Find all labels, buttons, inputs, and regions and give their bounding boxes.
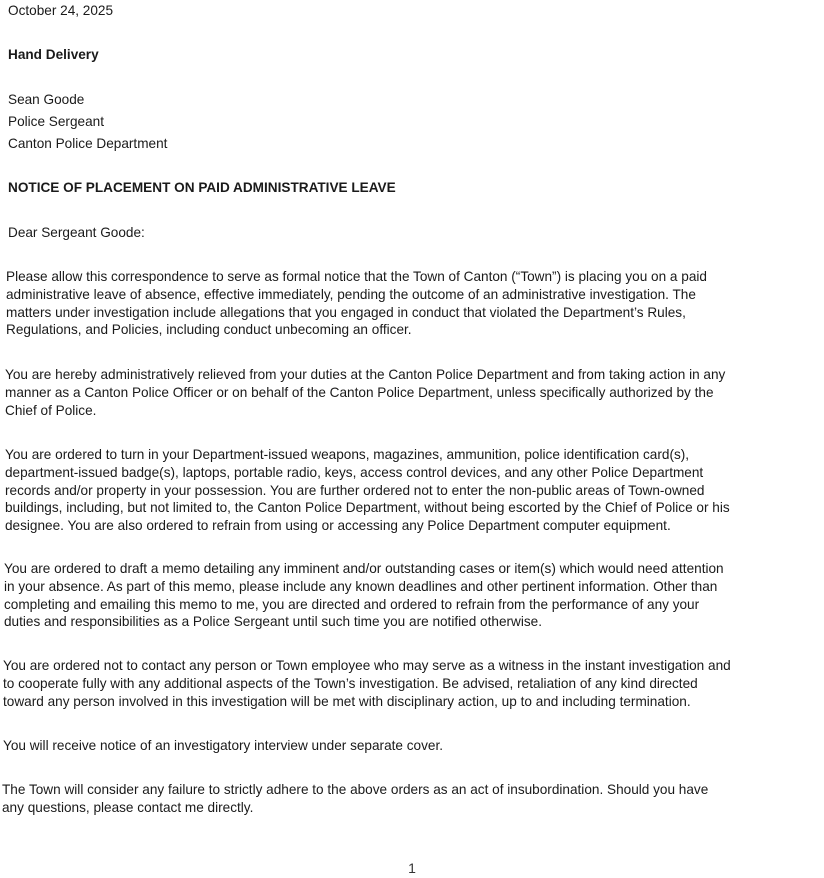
paragraph-leave-notice [6, 268, 707, 339]
paragraph-line: manner as a Canton Police Officer or on behalf of the Canton Police Department, unless specifically authorized by the [5, 384, 714, 400]
paragraph-line: You will receive notice of an investigatory interview under separate cover. [3, 738, 444, 753]
page-number: 1 [408, 860, 416, 876]
paragraph-line: duties and responsibilities as a Police Sergeant until such time you are notified otherwise. [4, 614, 543, 630]
delivery-method: Hand Delivery [8, 47, 99, 62]
paragraph-insubordination [2, 781, 708, 817]
recipient-title: Police Sergeant [8, 114, 104, 130]
paragraph-line: buildings, including, but not limited to, the Canton Police Department, without being escorted by the Chief of Police or his [5, 500, 730, 516]
subject-line: NOTICE OF PLACEMENT ON PAID ADMINISTRATIVE LEAVE [8, 180, 396, 195]
paragraph-turn-in-property [5, 446, 730, 535]
paragraph-interview-notice [3, 737, 443, 755]
letter-date: October 24, 2025 [8, 3, 114, 18]
paragraph-line: Regulations, and Policies, including conduct unbecoming an officer. [6, 322, 412, 338]
paragraph-draft-memo [4, 560, 724, 631]
paragraph-line: any questions, please contact me directly. [2, 799, 254, 815]
paragraph-line: You are ordered to draft a memo detailing any imminent and/or outstanding cases or item(s) which would need attention [4, 561, 724, 576]
paragraph-line: department-issued badge(s), laptops, portable radio, keys, access control devices, and any other Police Department [5, 464, 704, 480]
paragraph-line: You are ordered to turn in your Department-issued weapons, magazines, ammunition, police identification card(s), [5, 447, 690, 462]
paragraph-line: Chief of Police. [5, 402, 97, 418]
paragraph-no-contact [3, 657, 731, 710]
paragraph-line: administrative leave of absence, effective immediately, pending the outcome of an administrative investigation. The [6, 286, 696, 302]
paragraph-line: to cooperate fully with any additional aspects of the Town’s investigation. Be advised, retaliation of any kind directed [3, 675, 698, 691]
paragraph-line: completing and emailing this memo to me, you are directed and ordered to refrain from the performance of any your [4, 596, 700, 612]
paragraph-line: toward any person involved in this investigation will be met with disciplinary action, up to and including termination. [3, 693, 691, 709]
paragraph-line: designee. You are also ordered to refrain from using or accessing any Police Department computer equipment. [5, 518, 671, 534]
recipient-block [8, 91, 167, 153]
paragraph-relieved-of-duties [5, 366, 725, 419]
paragraph-line: in your absence. As part of this memo, please include any known deadlines and other pertinent information. Other than [4, 578, 718, 594]
recipient-name: Sean Goode [8, 92, 85, 107]
paragraph-line: The Town will consider any failure to strictly adhere to the above orders as an act of insubordination. Should you have [2, 782, 709, 797]
paragraph-line: matters under investigation include allegations that you engaged in conduct that violated the Department’s Rules, [6, 304, 686, 320]
paragraph-line: records and/or property in your possession. You are further ordered not to enter the non-public areas of Town-owned [5, 482, 705, 498]
paragraph-line: You are hereby administratively relieved from your duties at the Canton Police Department and from taking action in any [5, 367, 726, 382]
paragraph-line: Please allow this correspondence to serve as formal notice that the Town of Canton (“Town”) is placing you on a paid [6, 269, 707, 284]
recipient-department: Canton Police Department [8, 136, 168, 152]
salutation: Dear Sergeant Goode: [8, 225, 145, 240]
paragraph-line: You are ordered not to contact any person or Town employee who may serve as a witness in the instant investigation and [3, 658, 731, 673]
